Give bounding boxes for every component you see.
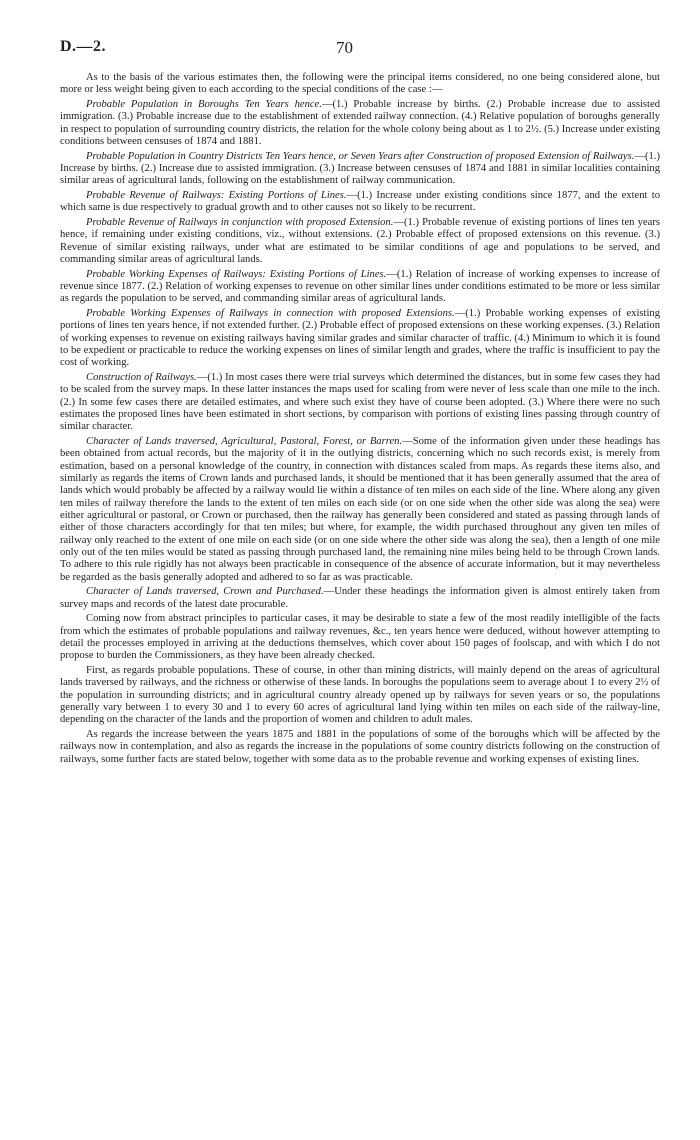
section-heading: Character of Lands traversed, Crown and Purchased. bbox=[86, 586, 324, 598]
section-heading: Probable Revenue of Railways: Existing Portions of Lines. bbox=[86, 189, 347, 201]
section-heading: Probable Working Expenses of Railways: Existing Portions of Lines. bbox=[86, 268, 387, 280]
paragraph-expenses-existing: Probable Working Expenses of Railways: Existing Portions of Lines.—(1.) Relation of increase of working expenses to increase of revenue since 1877. (2.) Relation of working expenses to revenue on other similar lines under conditions estimated to be more or less similar as regards the population to be served, and commanding similar areas of agricultural lands. bbox=[60, 268, 660, 305]
page-header bbox=[60, 38, 660, 64]
paragraph-revenue-extension: Probable Revenue of Railways in conjunction with proposed Extension.—(1.) Probable revenue of existing portions of lines ten years hence, if remaining under existing conditions, viz., without extensions. (2.) Probable effect of proposed extensions on this revenue. (3.) Revenue of similar existing railways, under what are estimated to be similar conditions of age and populations to be served, and commanding similar areas of agricultural lands. bbox=[60, 216, 660, 265]
paragraph-construction: Construction of Railways.—(1.) In most cases there were trial surveys which determined the distances, but in some few cases they had to be scaled from the survey maps. In these latter instances the maps used for scaling from were never of less scale than one mile to the inch. (2.) In some few cases there are detailed estimates, and where such exist they have of course been adopted. (3.) Where there were no such estimates the proposed lines have been estimated in short sections, by comparison with portions of existing lines passing through country of similar character. bbox=[60, 371, 661, 433]
paragraph-populations: First, as regards probable populations. These of course, in other than mining districts, will mainly depend on the areas of agricultural lands traversed by railways, and the richness or otherwise of these lands. In boroughs the populations seem to average about 1 to every 2½ of the population in surrounding districts; and in agricultural country already opened up by railways for seven years or so, the populations generally vary between 1 to every 30 and 1 to every 60 acres of agricultural land lying within ten miles on each side of the railway-line, depending on the character of the lands and the proportion of women and children to adult males. bbox=[60, 665, 660, 726]
section-heading: Probable Working Expenses of Railways in connection with proposed Extensions. bbox=[86, 307, 455, 319]
paragraph-expenses-extension: Probable Working Expenses of Railways in connection with proposed Extensions.—(1.) Probable working expenses of existing portions of lines ten years hence, if not extended further. (2.) Probable effect of proposed extensions on these working expenses. (3.) Relation of working expenses to revenue on existing railways having similar grades and similar character of traffic. (4.) Minimum to which it is found to be expedient or practicable to reduce the working expenses on lines of similar length and grades, where the traffic is insufficient to pay the cost of working. bbox=[60, 307, 660, 369]
page-number: 70 bbox=[336, 38, 353, 57]
paragraph-country-population: Probable Population in Country Districts Ten Years hence, or Seven Years after Construction of proposed Extension of Railways.—(1.) Increase by births. (2.) Increase due to assisted immigration. (3.) Increase between censuses of 1874 and 1881 in similar localities containing similar areas of agricultural lands, following on the establishment of railway communication. bbox=[60, 150, 660, 187]
section-heading: Construction of Railways. bbox=[86, 371, 197, 383]
paragraph-intro: As to the basis of the various estimates then, the following were the principal items considered, no one being considered alone, but more or less weight being given to each according to the special conditions of the case :— bbox=[60, 72, 660, 96]
section-heading: Probable Population in Country Districts Ten Years hence, or Seven Years after Construction of proposed Extension of Railways. bbox=[86, 150, 635, 162]
document-page bbox=[60, 38, 660, 768]
section-heading: Probable Revenue of Railways in conjunction with proposed Extension. bbox=[86, 216, 394, 228]
section-heading: Character of Lands traversed, Agricultural, Pastoral, Forest, or Barren. bbox=[86, 436, 403, 447]
document-code: D.—2. bbox=[60, 38, 107, 55]
section-heading: Probable Population in Boroughs Ten Years hence. bbox=[86, 98, 322, 110]
paragraph-particular-cases: Coming now from abstract principles to particular cases, it may be desirable to state a few of the most readily intelligible of the facts from which the estimates of probable populations and railway revenues, &c., ten years hence were deduced, without however attempting to detail the processes employed in arriving at the deductions themselves, which cover about 150 pages of foolscap, and with which I do not propose to burden the Commissioners, as they have been already checked. bbox=[60, 613, 660, 662]
paragraph-lands-crown: Character of Lands traversed, Crown and Purchased.—Under these headings the information given is almost entirely taken from survey maps and records of the latest date procurable. bbox=[60, 586, 660, 610]
paragraph-boroughs-population: Probable Population in Boroughs Ten Years hence.—(1.) Probable increase by births. (2.) Probable increase due to assisted immigration. (3.) Probable increase due to the establishment of extended railway connection. (4.) Relative population of boroughs generally in respect to population of surrounding country districts, the relation for the whole colony being about as 1 to 2½. (5.) Increase under existing conditions between censuses of 1874 and 1881. bbox=[60, 98, 660, 148]
paragraph-increase: As regards the increase between the years 1875 and 1881 in the populations of some of the boroughs which will be affected by the railways now in contemplation, and also as regards the increase in the populations of some country districts following on the construction of railways, some further facts are stated below, together with some data as to the probable revenue and working expenses of existing lines. bbox=[60, 729, 660, 765]
paragraph-lands-character: Character of Lands traversed, Agricultural, Pastoral, Forest, or Barren.—Some of the information given under these headings has been obtained from actual records, but the majority of it in the outlying districts, concerning which no such records exist, is merely from estimation, based on a personal knowledge of the country, in connection with distances scaled from maps. As regards these items also, and similarly as regards the items of Crown lands and purchased lands, it should be mentioned that it has been generally assumed that the area of lands which would probably be affected by a railway would lie within a distance of ten miles on each side of the line. Where along any given ten miles of railway therefore the lands to the extent of ten miles on each side (or on one side when the other side was along the sea) were either agricultural or pastoral, or Crown or purchased, then the railway has generally been considered and stated as passing through lands of either of those characters accordingly for that ten miles; but where, for example, the width purchased throughout any given ten miles of railway only reached to the extent of one mile on each side (or on one side where the other side was along the sea), then a length of one mile only out of the ten miles would be stated as passing through purchased land, the remaining nine miles being held to be through Crown lands. To adhere to this rule rigidly has not always been practicable in consequence of the absence of accurate information, but it may nevertheless be regarded as the basis generally adopted and adhered to so far as was practicable. bbox=[60, 436, 660, 583]
paragraph-revenue-existing: Probable Revenue of Railways: Existing Portions of Lines.—(1.) Increase under existing conditions since 1877, and the extent to which same is due respectively to gradual growth and to other causes not so likely to be recurrent. bbox=[60, 189, 660, 214]
document-body bbox=[60, 72, 660, 766]
